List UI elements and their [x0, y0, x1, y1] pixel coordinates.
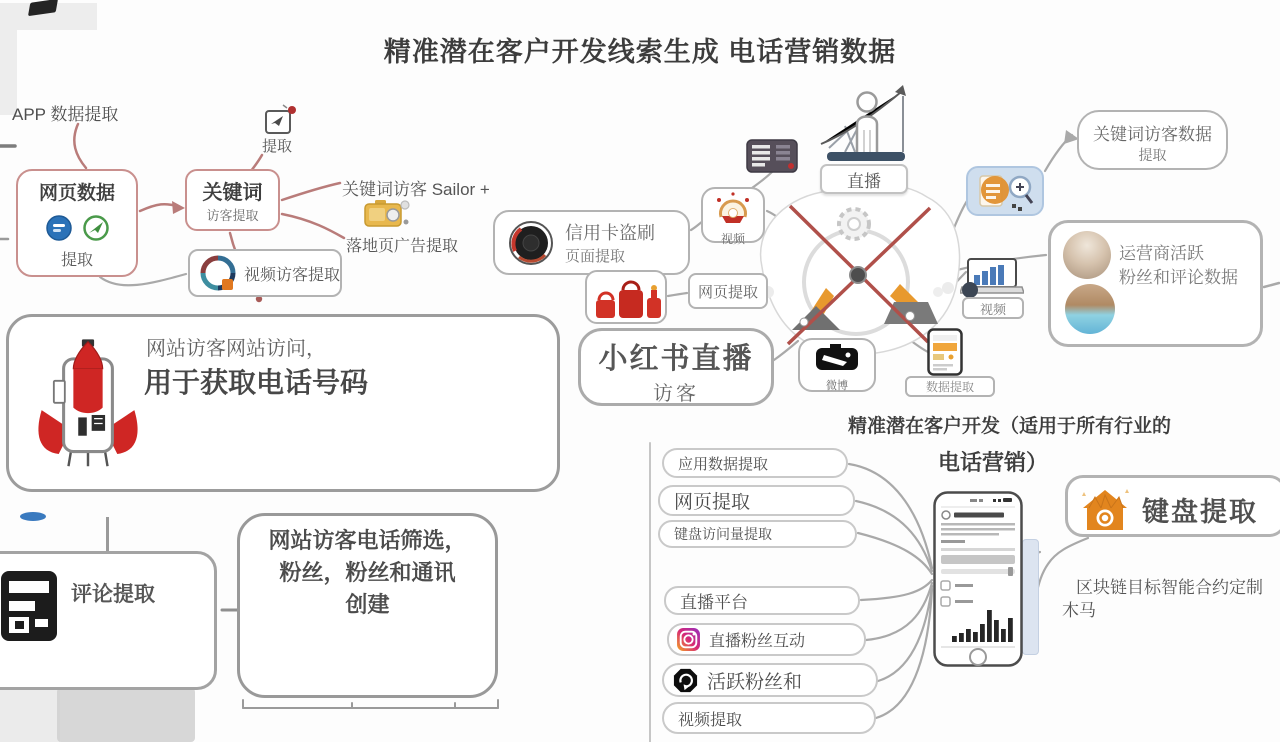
blue-crescent-mark	[20, 512, 46, 521]
blockchain-line2: 木马	[1062, 600, 1096, 620]
extract-icon-label[interactable]: 提取	[261, 138, 292, 155]
weibo-icon	[814, 344, 860, 372]
browser-icon	[46, 215, 72, 241]
shopping-bags-icon	[591, 276, 665, 322]
subtitle-line1: 精准潜在客户开发（适用于所有行业的	[848, 416, 1172, 437]
keyboard-extract-label: 键盘提取	[1142, 497, 1258, 527]
list-item-app-data[interactable]	[662, 448, 848, 478]
growth-chart-icon	[815, 80, 915, 168]
swirl-icon	[200, 255, 236, 291]
weibo-label: 微博	[826, 380, 848, 392]
list-item-label: 直播粉丝互动	[709, 633, 806, 650]
node-webpage-data[interactable]	[16, 169, 138, 277]
node-keyboard-extract[interactable]	[1065, 475, 1280, 537]
list-item-web-extract[interactable]	[658, 485, 855, 516]
blockchain-line1: 区块链目标智能合约定制	[1076, 578, 1263, 597]
credit-card-line1: 信用卡盗刷	[565, 223, 655, 243]
share-extract-icon	[263, 104, 301, 138]
alarm-gauge-icon	[715, 192, 751, 224]
node-app-data-label[interactable]: APP 数据提取	[12, 105, 119, 124]
web-extract-label: 网页提取	[697, 283, 758, 301]
id-card-magnifier-icon	[968, 168, 1042, 214]
keyword-visitor-line1: 关键词访客数据	[1093, 125, 1212, 144]
video-right-label: 视频	[979, 301, 1006, 317]
page-title: 精准潜在客户开发线索生成 电话营销数据	[383, 37, 897, 67]
avatar-fan-1	[1063, 231, 1111, 279]
avatar-fan-2	[1065, 284, 1115, 334]
phone-mockup	[933, 491, 1023, 667]
visitor-filter-line3: 创建	[345, 591, 390, 617]
operator-line2: 粉丝和评论数据	[1119, 268, 1238, 287]
list-item-label: 网页提取	[674, 492, 751, 513]
list-item-live-fans[interactable]	[667, 623, 866, 656]
list-item-label: 直播平台	[680, 593, 748, 612]
node-keyword[interactable]	[185, 169, 280, 231]
spinner-badge-icon	[672, 667, 699, 694]
live-label: 直播	[847, 171, 881, 191]
list-item-active-fans[interactable]	[662, 663, 878, 697]
credit-card-line2: 页面提取	[565, 248, 626, 265]
node-credit-card[interactable]	[493, 210, 690, 275]
node-operator[interactable]	[1048, 220, 1263, 347]
webpage-data-caption: 提取	[60, 252, 93, 269]
node-comment-extract[interactable]	[0, 551, 217, 690]
node-website-visitor[interactable]	[6, 314, 560, 492]
xiaohongshu-line2: 访客	[653, 383, 699, 405]
phone-side-panel	[1022, 539, 1039, 655]
keyword-title: 关键词	[202, 182, 263, 204]
node-web-extract[interactable]	[688, 273, 768, 309]
node-weibo[interactable]	[798, 338, 876, 392]
comment-icon	[1, 571, 57, 641]
comment-connector-stub	[106, 517, 109, 553]
node-xiaohongshu[interactable]	[578, 328, 774, 406]
node-data-extract[interactable]	[905, 376, 995, 397]
operator-line1: 运营商活跃	[1119, 244, 1204, 263]
list-item-label: 键盘访问量提取	[674, 526, 772, 542]
node-landing-ads-label[interactable]: 落地页广告提取	[346, 238, 459, 255]
video-top-label: 视频	[720, 232, 745, 246]
node-video-top[interactable]	[701, 187, 765, 246]
node-red-bags[interactable]	[585, 270, 667, 324]
list-item-live-platform[interactable]	[664, 586, 860, 615]
rocket-icon	[27, 325, 149, 483]
keyword-visitor-line2: 提取	[1138, 147, 1167, 163]
visitor-filter-line2: 粉丝，粉丝和通讯	[279, 559, 456, 585]
subtitle-line2: 电话营销）	[938, 450, 1049, 475]
node-video-visitor[interactable]	[188, 249, 342, 297]
visitor-filter-line1: 网站访客电话筛选，	[268, 528, 467, 553]
phone-small-icon	[927, 328, 963, 376]
webpage-data-title: 网页数据	[38, 183, 115, 204]
plane-icon	[83, 215, 109, 241]
laptop-chart-icon	[960, 257, 1024, 299]
video-visitor-label: 视频访客提取	[244, 266, 341, 284]
node-keyword-visitor-data[interactable]	[1077, 110, 1228, 170]
lens-ring-icon	[507, 219, 555, 267]
server-icon	[746, 139, 798, 173]
website-visitor-line1: 网站访客网站访问，	[146, 338, 326, 360]
keyword-caption: 访客提取	[206, 208, 259, 223]
list-item-video-extract[interactable]	[662, 702, 876, 734]
list-item-keyboard-traffic[interactable]	[658, 520, 857, 548]
node-live[interactable]	[820, 164, 908, 194]
camera-icon	[363, 197, 411, 231]
node-blockchain-label[interactable]	[1062, 577, 1277, 623]
comment-extract-label: 评论提取	[71, 583, 155, 606]
list-item-label: 活跃粉丝和	[707, 671, 803, 693]
instagram-icon	[676, 627, 701, 652]
node-id-lookup[interactable]	[966, 166, 1044, 216]
node-video-right[interactable]	[962, 297, 1024, 319]
website-visitor-line2: 用于获取电话号码	[144, 367, 369, 398]
house-icon	[1078, 484, 1132, 532]
node-visitor-filter[interactable]	[237, 513, 498, 698]
list-item-label: 应用数据提取	[678, 455, 769, 473]
list-item-label: 视频提取	[678, 711, 743, 729]
xiaohongshu-line1: 小红书直播	[598, 343, 754, 375]
node-keyword-sailor-label[interactable]: 关键词访客 Sailor +	[342, 180, 490, 199]
data-extract-label: 数据提取	[925, 380, 974, 394]
